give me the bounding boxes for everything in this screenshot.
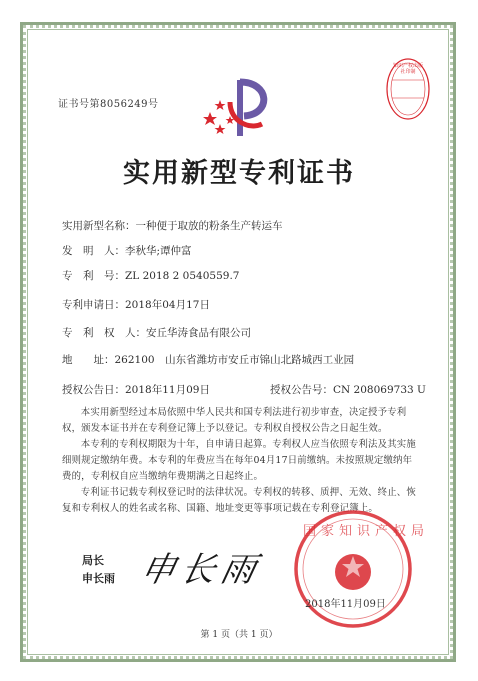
field-patent-number: 专 利 号：ZL 2018 2 0540559.7 <box>62 270 240 282</box>
director-name: 申长雨 <box>82 572 115 585</box>
field-patentee: 专 利 权 人：安丘华涛食品有限公司 <box>62 327 251 339</box>
field-name: 实用新型名称：一种便于取放的粉条生产转运车 <box>62 220 283 232</box>
field-application-date: 专利申请日：2018年04月17日 <box>62 299 210 311</box>
director-signature: 申长雨 <box>137 550 266 590</box>
field-address: 地 址：262100 山东省潍坊市安丘市锦山北路城西工业园 <box>62 354 355 366</box>
field-grant-date: 授权公告日：2018年11月09日 <box>62 384 210 396</box>
seal-date: 2018年11月09日 <box>305 599 386 610</box>
page-footer: 第 1 页（共 1 页） <box>200 630 278 640</box>
certificate-title: 实用新型专利证书 <box>123 158 355 189</box>
director-label: 局长 <box>82 554 104 567</box>
paragraph-term: 本专利的专利权期限为十年，自申请日起算。专利权人应当依照专利法及其实施细则规定缴纳年费。本专利的年费应当在每年04月17日前缴纳。未按照规定缴纳年费的，专利权自应当缴纳年费期满之日起终止。 <box>62 439 416 482</box>
field-inventors: 发 明 人：李秋华;谭仲富 <box>62 245 192 257</box>
field-grant-number: 授权公告号：CN 208069733 U <box>270 384 426 396</box>
paragraph-status: 专利证书记载专利权登记时的法律状况。专利权的转移、质押、无效、终止、恢复和专利权人的姓名或名称、国籍、地址变更等事项记载在专利登记簿上。 <box>62 487 416 514</box>
patent-office-logo-icon <box>200 72 280 142</box>
printing-house-stamp-text: 知识产权出版社印制 <box>392 63 423 75</box>
seal-text: 国家知识产权局 <box>303 524 430 539</box>
certificate-number: 证书号第8056249号 <box>58 99 159 110</box>
paragraph-grant: 本实用新型经过本局依照中华人民共和国专利法进行初步审查，决定授予专利权，颁发本证书并在专利登记簿上予以登记。专利权自授权公告之日起生效。 <box>62 407 407 434</box>
